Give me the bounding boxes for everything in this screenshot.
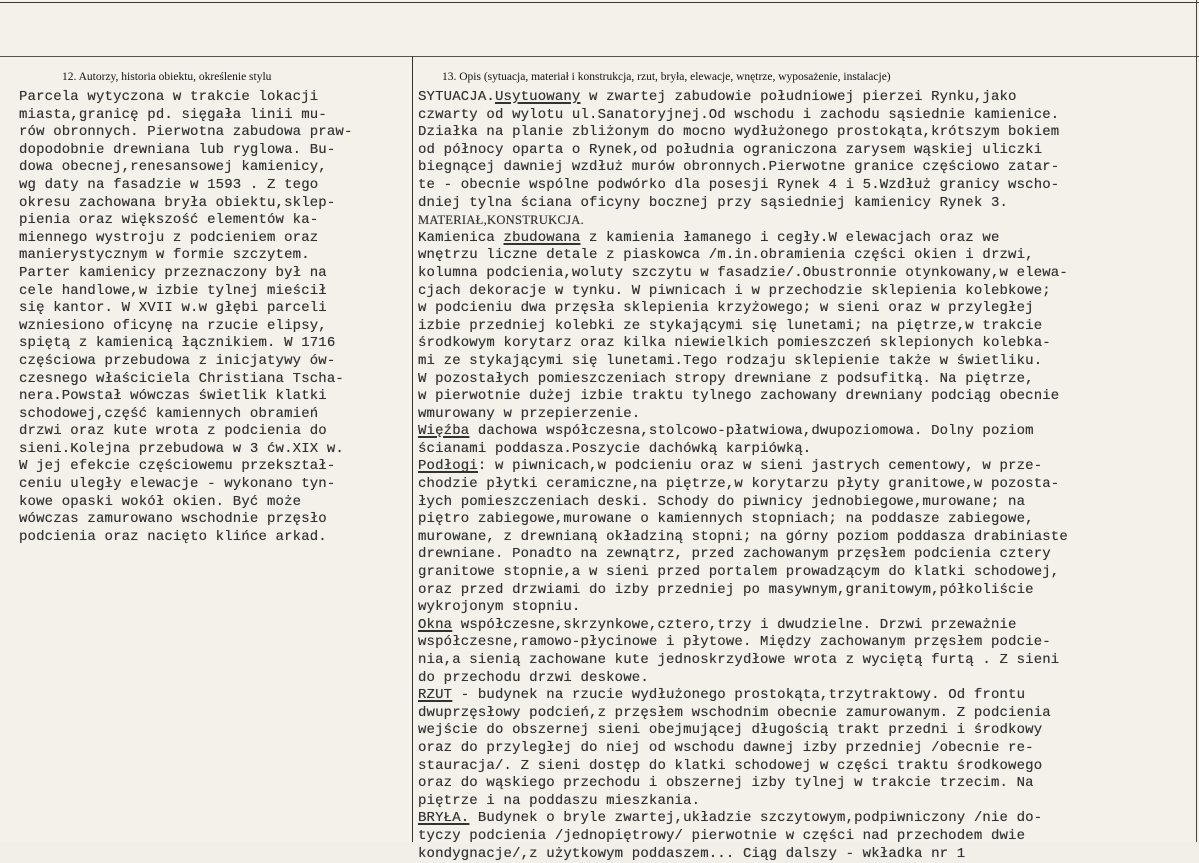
underlined-term: zbudowana bbox=[503, 229, 581, 246]
text-segment: w zwartej zabudowie południowej pierzei Rynku,jako bbox=[580, 89, 1017, 105]
history-text-line: czesnego właściciela Christiana Tscha- bbox=[19, 370, 344, 387]
history-text-line: okresu zachowana bryła obiektu,sklep- bbox=[19, 194, 336, 211]
description-text-line bbox=[418, 265, 1068, 283]
text-segment: - budynek na rzucie wydłużonego prostokąta,trzytraktowy. Od frontu bbox=[452, 687, 1026, 704]
description-text-line bbox=[418, 722, 1068, 740]
history-text-line: cele handlowe,w izbie tylnej mieścił bbox=[19, 282, 327, 299]
header-border-line bbox=[0, 56, 1199, 57]
text-segment: W pozostałych pomieszczeniach stropy drewniane z podsufitką. Na piętrze, bbox=[418, 370, 1034, 387]
description-text-line bbox=[418, 634, 1068, 652]
text-segment: oraz do przyległej do niej od wschodu dawnej izby przedniej /obecnie re- bbox=[418, 739, 1034, 756]
description-text-line bbox=[418, 846, 1068, 863]
history-text-line: schodowej,część kamiennych obramień bbox=[19, 405, 319, 422]
text-segment: Kamienica bbox=[418, 229, 504, 246]
description-text-line bbox=[418, 89, 1068, 107]
history-text-line: dowa obecnej,renesansowej kamienicy, bbox=[19, 159, 327, 176]
description-text-line bbox=[418, 423, 1068, 441]
text-segment: izbie przedniej kolebki ze stykającymi się lunetami; na piętrze,w trakcie bbox=[418, 317, 1043, 334]
history-text-line: sieni.Kolejna przebudowa w 3 ćw.XIX w. bbox=[19, 440, 344, 457]
history-text-line: kowe opaski wokół okien. Być może bbox=[19, 493, 302, 510]
history-text-line: wg daty na fasadzie w 1593 . Z tego bbox=[19, 176, 319, 193]
text-segment: współczesne,skrzynkowe,cztero,trzy i dwudzielne. Drzwi przeważnie bbox=[452, 616, 1017, 633]
text-segment: wmurowany w przepierzenie. bbox=[418, 405, 641, 422]
text-segment: : w piwnicach,w podcieniu oraz w sieni jastrych cementowy, w prze- bbox=[477, 458, 1043, 475]
text-segment: do przechodu drzwi deskowe. bbox=[418, 669, 649, 686]
history-text-line: rów obronnych. Pierwotna zabudowa praw- bbox=[19, 124, 353, 141]
history-text-line: miennego wystroju z podcieniem oraz bbox=[19, 229, 319, 246]
description-text-line bbox=[418, 247, 1068, 265]
text-segment: granitowe stopnie,a w sieni przed portalem prowadzącym do klatki schodowej, bbox=[418, 564, 1060, 581]
description-text-line bbox=[418, 441, 1068, 459]
underlined-term: Więźba bbox=[418, 423, 470, 440]
description-text-line bbox=[418, 107, 1068, 125]
text-segment: współczesne,ramowo-płycinowe i płytowe. Między zachowanym przęsłem podcie- bbox=[418, 634, 1051, 651]
text-segment: wykrojonym stopniu. bbox=[418, 599, 581, 616]
text-segment: piętrze i na poddaszu mieszkania. bbox=[418, 792, 701, 809]
text-segment: środkowym korytarz oraz kilka niewielkich pomieszczeń sklepionych kolebka- bbox=[418, 335, 1051, 352]
text-segment: od północy oparta o Rynek,od południa ograniczona zarysem wąskiej uliczki bbox=[418, 141, 1043, 158]
description-text-line bbox=[418, 705, 1068, 723]
underlined-term: Okna bbox=[418, 616, 453, 633]
right-border-line bbox=[1196, 0, 1197, 842]
text-segment: oraz przed drzwiami do izby przedniej po masywnym,granitowym,półkoliście bbox=[418, 581, 1034, 598]
history-text-line: Parter kamienicy przeznaczony był na bbox=[19, 264, 327, 281]
underlined-term: BRYŁA. bbox=[418, 810, 470, 827]
text-segment: chodzie płytki ceramiczne,na piętrze,w korytarzu płyty granitowe,w pozosta- bbox=[418, 476, 1060, 493]
text-segment: stauracja/. Z sieni dostęp do klatki schodowej w części traktu środkowego bbox=[418, 757, 1043, 774]
description-text-line bbox=[418, 283, 1068, 301]
text-segment: murowane, z drewnianą okładziną stopni; na górny poziom poddasza drabiniaste bbox=[418, 528, 1068, 545]
description-text-line bbox=[418, 212, 1068, 230]
description-text-line bbox=[418, 775, 1068, 793]
description-text-line bbox=[418, 617, 1068, 635]
text-segment: dniej tylna ściana oficyny bocznej przy sąsiedniej kamienicy Rynek 3. bbox=[418, 194, 1009, 211]
column-divider bbox=[412, 56, 413, 842]
text-segment: cjach dekoracje w tynku. W piwnicach i w przechodzie sklepienia kolebkowe; bbox=[418, 282, 1051, 299]
description-text-line bbox=[418, 564, 1068, 582]
description-text-line bbox=[418, 177, 1068, 195]
section-12-heading: 12. Autorzy, historia obiektu, określenie stylu bbox=[62, 71, 272, 83]
text-segment: piętro zabiegowe,murowane o kamiennych stopniach; na poddasze zabiegowe, bbox=[418, 511, 1034, 528]
description-text-line bbox=[418, 529, 1068, 547]
history-text-line: drzwi oraz kute wrota z podcienia do bbox=[19, 423, 327, 440]
description-text-line bbox=[418, 494, 1068, 512]
text-segment: czwarty od wylotu ul.Sanatoryjnej.Od wschodu i zachodu sąsiednie kamienice. bbox=[418, 106, 1060, 123]
description-text-line bbox=[418, 546, 1068, 564]
history-text-line: podcienia oraz nacięto klińce arkad. bbox=[19, 528, 327, 545]
description-text-line bbox=[418, 828, 1068, 846]
history-text-line: Parcela wytyczona w trakcie lokacji bbox=[19, 89, 319, 105]
underlined-term: RZUT bbox=[418, 687, 453, 704]
description-text-line bbox=[418, 740, 1068, 758]
description-text-line bbox=[418, 142, 1068, 160]
history-text-line: wówczas zamurowano wschodnie przęsło bbox=[19, 511, 327, 528]
text-segment: łych pomieszczeniach deski. Schody do piwnicy jednobiegowe,murowane; na bbox=[418, 493, 1026, 510]
text-segment: ścianami poddasza.Poszycie dachówką karpiówką. bbox=[418, 440, 812, 457]
description-text-line bbox=[418, 511, 1068, 529]
description-text-line bbox=[418, 371, 1068, 389]
history-text-line: częściowa przebudowa z inicjatywy ów- bbox=[19, 352, 336, 369]
description-text-line bbox=[418, 458, 1068, 476]
description-text-line bbox=[418, 670, 1068, 688]
history-text-line: W jej efekcie częściowemu przekształ- bbox=[19, 458, 336, 475]
description-text-line bbox=[418, 195, 1068, 213]
underlined-term: Podłogi bbox=[418, 458, 478, 475]
text-segment: nia,a sienią zachowane kute jednoskrzydłowe wrota z wyciętą furtą . Z sieni bbox=[418, 652, 1060, 668]
history-text-line: pienia oraz większość elementów ka- bbox=[19, 212, 319, 229]
text-segment: mi ze stykającymi się lunetami.Tego rodzaju sklepienie także w świetliku. bbox=[418, 352, 1043, 369]
description-text-line bbox=[418, 124, 1068, 142]
description-text-line bbox=[418, 335, 1068, 353]
description-text-line bbox=[418, 353, 1068, 371]
history-text-line: spiętą z kamienicą łącznikiem. W 1716 bbox=[19, 335, 336, 352]
text-segment: w pierwotnie dużej izbie traktu tylnego zachowany drewniany podciąg obecnie bbox=[418, 388, 1060, 405]
description-text-column bbox=[418, 89, 1068, 863]
text-segment: z kamienia łamanego i cegły.W elewacjach oraz we bbox=[580, 229, 1000, 246]
history-text-line: ceniu uległy elewacje - wykonano tyn- bbox=[19, 476, 336, 493]
text-segment: wnętrzu liczne detale z piaskowca /m.in.obramienia części okien i drzwi, bbox=[418, 247, 1034, 264]
description-text-line bbox=[418, 406, 1068, 424]
text-segment: dwuprzęsłowy podcień,z przęsłem wschodnim obecnie zamurowanym. Z podcienia bbox=[418, 704, 1051, 721]
description-text-line bbox=[418, 793, 1068, 811]
description-text-line bbox=[418, 159, 1068, 177]
history-text-line: się kantor. W XVII w.w głębi parceli bbox=[19, 300, 327, 317]
description-text-line bbox=[418, 388, 1068, 406]
history-text-line: wzniesiono oficynę na rzucie elipsy, bbox=[19, 317, 327, 334]
text-segment: dachowa współczesna,stolcowo-płatwiowa,dwupoziomowa. Dolny poziom bbox=[469, 423, 1034, 440]
text-segment: te - obecnie wspólne podwórko dla posesji Rynek 4 i 5.Wzdłuż granicy wscho- bbox=[418, 176, 1060, 193]
text-segment: Działka na planie zbliżonym do mocno wydłużonego prostokąta,krótszym bokiem bbox=[418, 124, 1060, 141]
text-segment: SYTUACJA. bbox=[418, 89, 495, 105]
description-text-line bbox=[418, 652, 1068, 670]
description-text-line bbox=[418, 810, 1068, 828]
description-text-line bbox=[418, 758, 1068, 776]
text-segment: tyczy podcienia /jednopiętrowy/ pierwotnie w części nad przechodem dwie bbox=[418, 827, 1026, 844]
description-text-line bbox=[418, 599, 1068, 617]
section-13-heading: 13. Opis (sytuacja, materiał i konstrukcja, rzut, bryła, elewacje, wnętrze, wyposażenie, instalacje) bbox=[442, 71, 891, 83]
underlined-term: Usytuowany bbox=[494, 89, 581, 105]
text-segment: kolumna podcienia,woluty szczytu w fasadzie/.Obustronnie otynkowany,w elewa- bbox=[418, 264, 1068, 281]
top-border-line bbox=[0, 2, 1199, 3]
description-text-line bbox=[418, 687, 1068, 705]
history-text-line: nera.Powstał wówczas świetlik klatki bbox=[19, 388, 327, 405]
description-text-line bbox=[418, 230, 1068, 248]
description-text-line bbox=[418, 582, 1068, 600]
text-segment: kondygnacje/,z użytkowym poddaszem... Ciąg dalszy - wkładka nr 1 bbox=[418, 845, 966, 862]
text-segment: wejście do obszernej sieni obejmującej długością trakt przedni i środkowy bbox=[418, 722, 1043, 739]
description-text-line bbox=[418, 300, 1068, 318]
text-segment: biegnącej dawniej wzdłuż murów obronnych.Pierwotne granice częściowo zatar- bbox=[418, 159, 1060, 176]
text-segment: drewniane. Ponadto na zewnątrz, przed zachowanym przęsłem podcienia cztery bbox=[418, 546, 1051, 563]
history-text-column bbox=[19, 89, 353, 546]
history-text-line: manierystycznym w formie szczytem. bbox=[19, 247, 310, 264]
text-segment: w podcieniu dwa przęsła sklepienia krzyżowego; w sieni oraz w przyległej bbox=[418, 300, 1034, 317]
description-text-line bbox=[418, 476, 1068, 494]
text-segment: oraz do wąskiego przechodu i obszernej izby tylnej w trakcie trzecim. Na bbox=[418, 775, 1034, 792]
history-text-line: miasta,granicę pd. sięgała linii mu- bbox=[19, 106, 327, 123]
text-segment: Budynek o bryle zwartej,układzie szczytowym,podpiwniczony /nie do- bbox=[469, 810, 1043, 827]
history-text-line: dopodobnie drewniana lub ryglowa. Bu- bbox=[19, 141, 336, 158]
description-text-line bbox=[418, 318, 1068, 336]
section-subheading: MATERIAŁ,KONSTRUKCJA. bbox=[418, 213, 585, 228]
